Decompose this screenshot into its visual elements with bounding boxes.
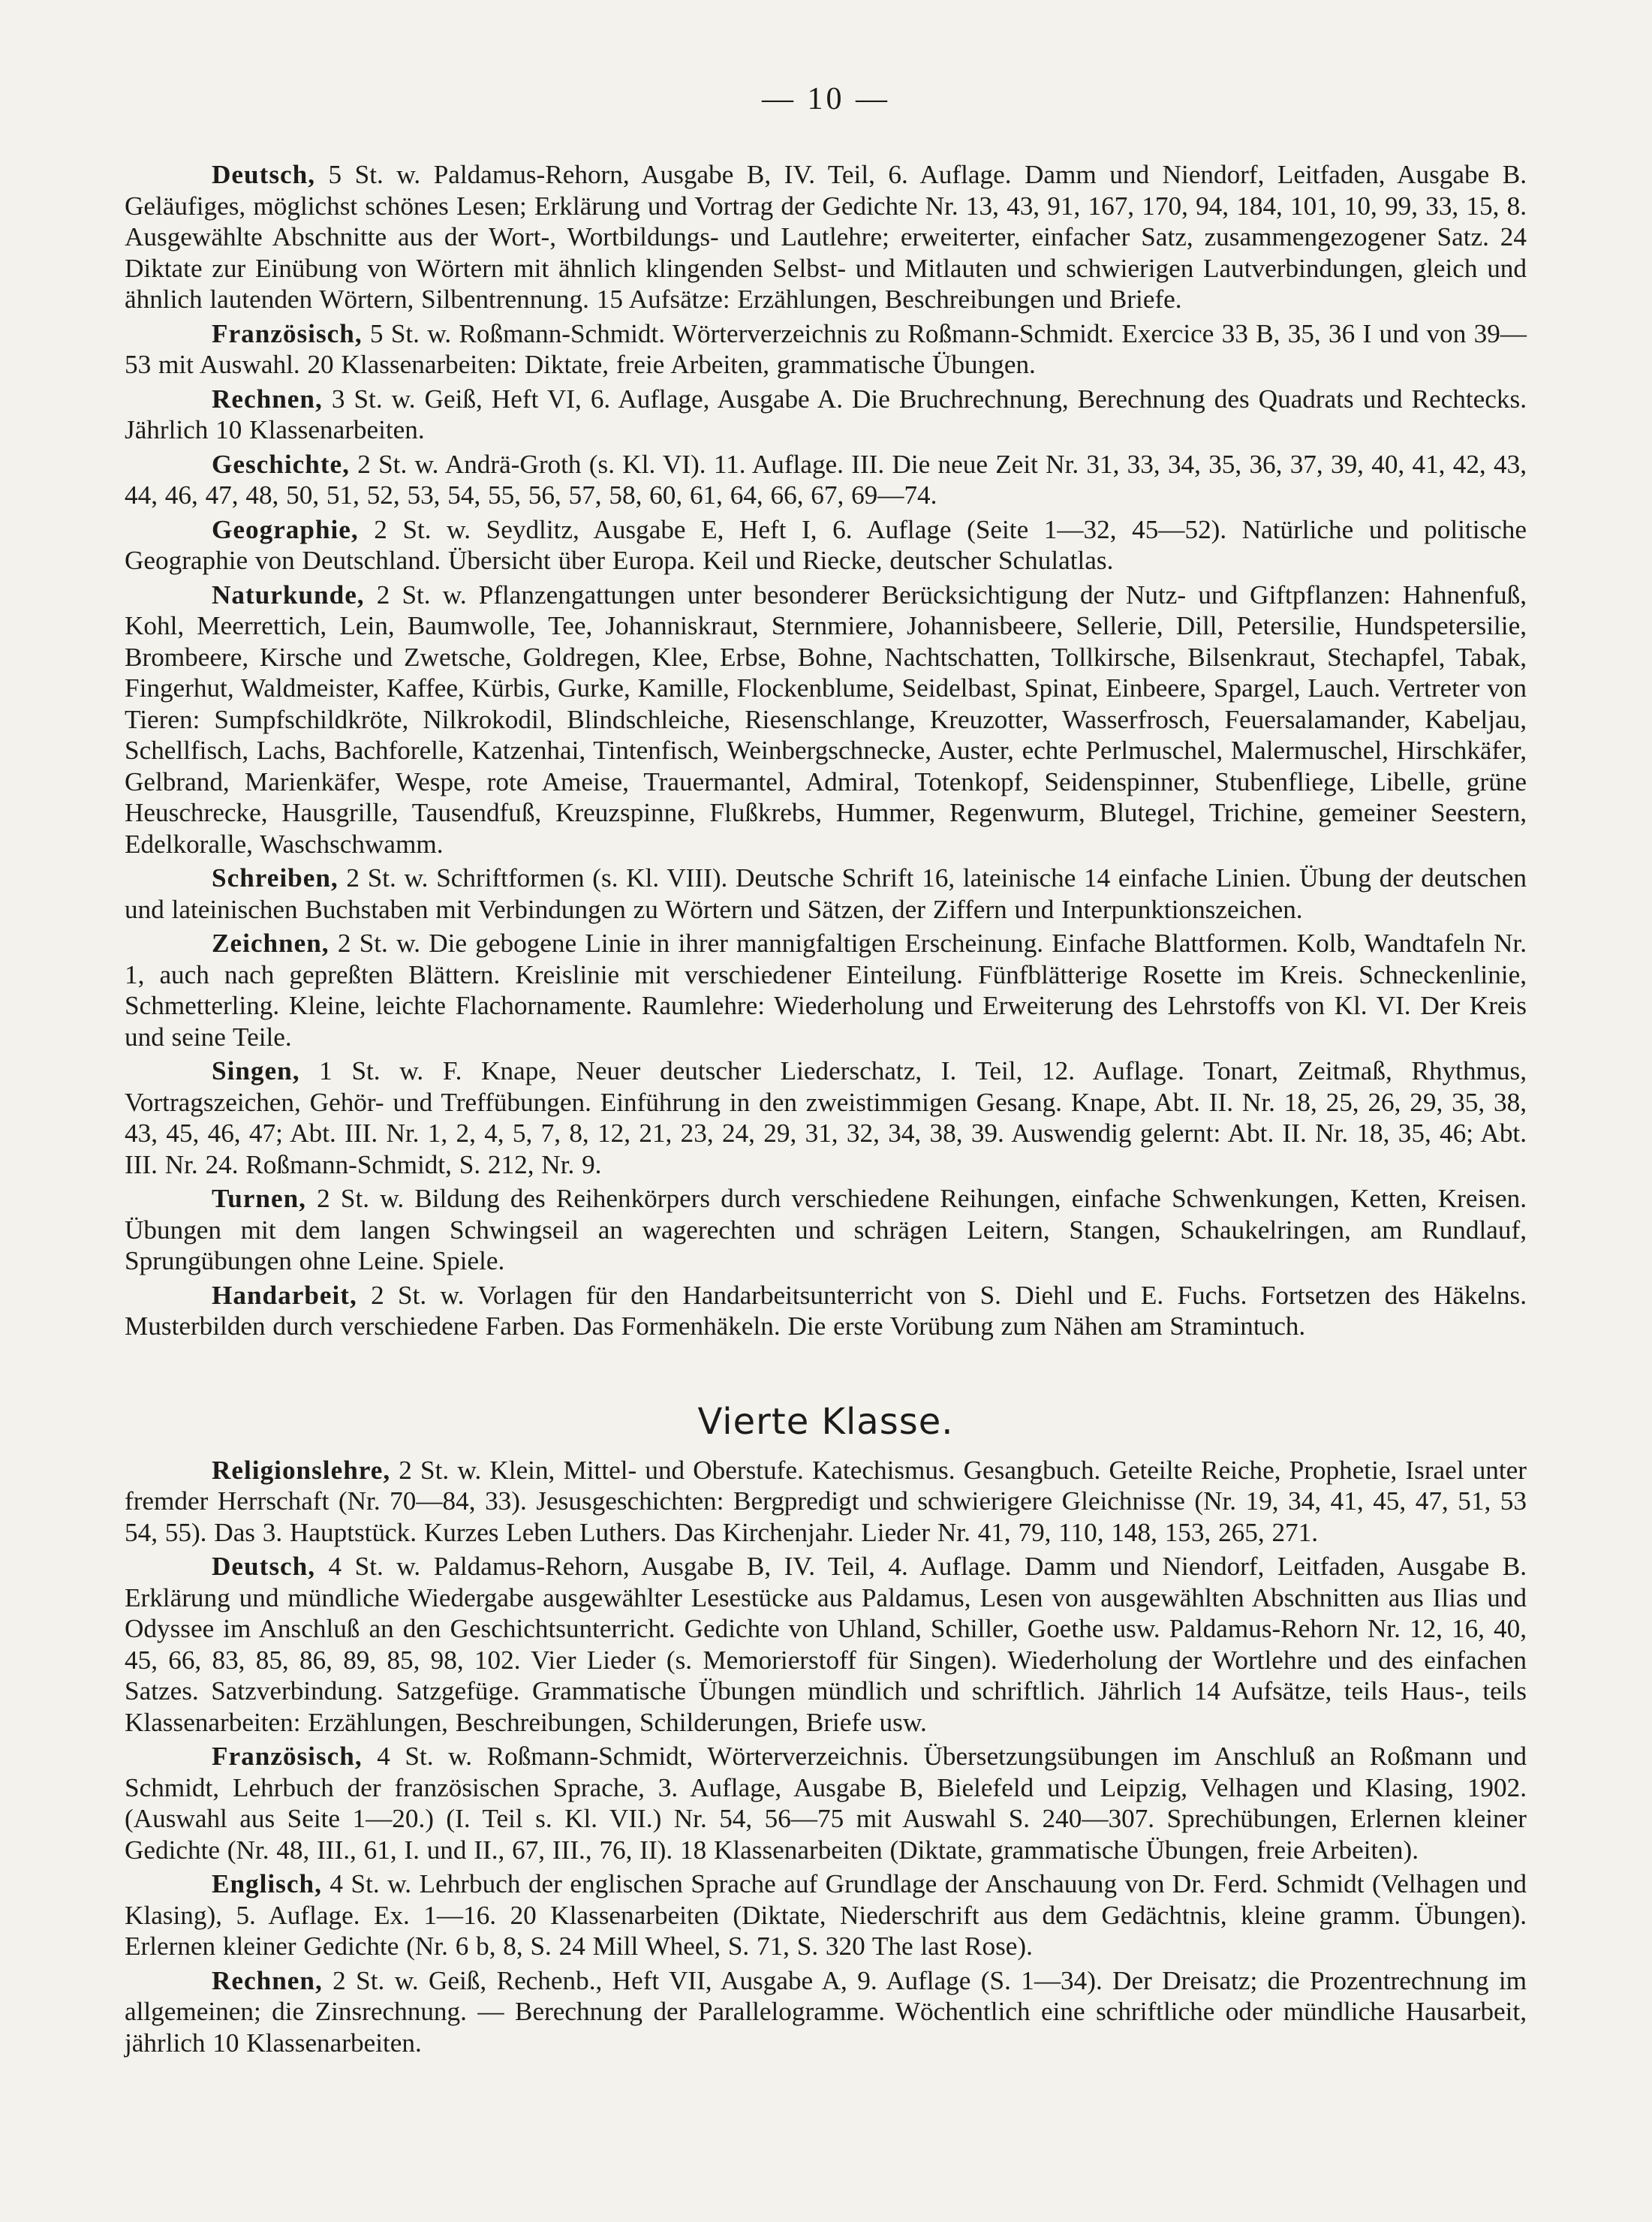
subject-name: Religionslehre, [212,1455,391,1485]
page-number: — 10 — [762,82,890,116]
subject-name: Naturkunde, [212,580,365,610]
paragraph-singen [125,1055,1527,1180]
subject-text: 2 St. w. Andrä-Groth (s. Kl. VI). 11. Auflage. III. Die neue Zeit Nr. 31, 33, 34, 35, 36, 37, 39, 40, 41, 42, 43, 44, 46, 47, 48, 50, 51, 52, 53, 54, 55, 56, 57, 58, 60, 61, 64, 66, 67, 69—74. [125,449,1527,510]
subject-text: 2 St. w. Klein, Mittel- und Oberstufe. Katechismus. Gesangbuch. Geteilte Reiche, Prophetie, Israel unter fremder Herrschaft (Nr. 70—84, 33). Jesusgeschichten: Bergpredigt und schwierigere Gleichnisse (Nr. 19, 34, 41, 45, 47, 51, 53 54, 55). Das 3. Hauptstück. Kurzes Leben Luthers. Das Kirchenjahr. Lieder Nr. 41, 79, 110, 148, 153, 265, 271. [125,1455,1527,1547]
section-heading: Vierte Klasse. [697,1400,954,1443]
subject-text: 2 St. w. Seydlitz, Ausgabe E, Heft I, 6. Auflage (Seite 1—32, 45—52). Natürliche und politische Geographie von Deutschland. Übersicht über Europa. Keil und Riecke, deutscher Schulatlas. [125,514,1527,575]
subject-name: Englisch, [212,1869,322,1898]
subject-text: 4 St. w. Lehrbuch der englischen Sprache auf Grundlage der Anschauung von Dr. Ferd. Schmidt (Velhagen und Klasing), 5. Auflage. Ex. 1—16. 20 Klassenarbeiten (Diktate, Niederschrift aus dem Gedächtnis, kleine gramm. Übungen). Erlernen kleiner Gedichte (Nr. 6 b, 8, S. 24 Mill Wheel, S. 71, S. 320 The last Rose). [125,1869,1527,1961]
subject-name: Turnen, [212,1184,306,1213]
subject-name: Handarbeit, [212,1280,357,1310]
subject-name: Geschichte, [212,449,350,479]
subject-text: 4 St. w. Roßmann-Schmidt, Wörterverzeichnis. Übersetzungsübungen im Anschluß an Roßmann und Schmidt, Lehrbuch der französischen Sprache, 3. Auflage, Ausgabe B, Bielefeld und Leipzig, Velhagen und Klasing, 1902. (Auswahl aus Seite 1—20.) (I. Teil s. Kl. VII.) Nr. 54, 56—75 mit Auswahl S. 240—307. Sprechübungen, Erlernen kleiner Gedichte (Nr. 48, III., 61, I. und II., 67, III., 76, II). 18 Klassenarbeiten (Diktate, grammatische Übungen, freie Arbeiten). [125,1742,1527,1865]
section-vierte-klasse [125,1401,1527,2059]
subject-text: 2 St. w. Vorlagen für den Handarbeitsunterricht von S. Diehl und E. Fuchs. Fortsetzen des Häkelns. Musterbilden durch verschiedene Farben. Das Formenhäkeln. Die erste Vorübung zum Nähen am Stramintuch. [125,1280,1527,1341]
subject-text: 2 St. w. Schriftformen (s. Kl. VIII). Deutsche Schrift 16, lateinische 14 einfache Linien. Übung der deutschen und lateinischen Buchstaben mit Verbindungen zu Wörtern und Sätzen, der Ziffern und Interpunktionszeichen. [125,863,1527,924]
subject-text: 3 St. w. Geiß, Heft VI, 6. Auflage, Ausgabe A. Die Bruchrechnung, Berechnung des Quadrats und Rechtecks. Jährlich 10 Klassenarbeiten. [125,384,1527,444]
subject-text: 2 St. w. Pflanzengattungen unter besonderer Berücksichtigung der Nutz- und Giftpflanzen: Hahnenfuß, Kohl, Meerrettich, Lein, Baumwolle, Tee, Johanniskraut, Sternmiere, Johannisbeere, Sellerie, Dill, Petersilie, Hundspetersilie, Brombeere, Kirsche und Zwetsche, Goldregen, Klee, Erbse, Bohne, Nachtschatten, Tollkirsche, Bilsenkraut, Stechapfel, Tabak, Fingerhut, Waldmeister, Kaffee, Kürbis, Gurke, Kamille, Flockenblume, Seidelbast, Spinat, Einbeere, Spargel, Lauch. Vertreter von Tieren: Sumpfschildkröte, Nilkrokodil, Blindschleiche, Riesenschlange, Kreuzotter, Wasserfrosch, Feuersalamander, Kabeljau, Schellfisch, Lachs, Bachforelle, Katzenhai, Tintenfisch, Weinbergschnecke, Auster, echte Perlmuschel, Malermuschel, Hirschkäfer, Gelbrand, Marienkäfer, Wespe, rote Ameise, Trauermantel, Admiral, Totenkopf, Seidenspinner, Stubenfliege, Libelle, grüne Heuschrecke, Hausgrille, Tausendfuß, Kreuzspinne, Flußkrebs, Hummer, Regenwurm, Blutegel, Trichine, gemeiner Seestern, Edelkoralle, Waschschwamm. [125,580,1527,859]
subject-name: Geographie, [212,514,359,544]
paragraph-handarbeit [125,1280,1527,1342]
paragraph-franzoesisch [125,1741,1527,1865]
subject-name: Deutsch, [212,1552,315,1581]
subject-name: Rechnen, [212,384,323,414]
subject-text: 2 St. w. Die gebogene Linie in ihrer mannigfaltigen Erscheinung. Einfache Blattformen. Kolb, Wandtafeln Nr. 1, auch nach gepreßten Blättern. Kreislinie mit verschiedener Einteilung. Fünfblätterige Rosette im Kreis. Schneckenlinie, Schmetterling. Kleine, leichte Flachornamente. Raumlehre: Wiederholung und Erweiterung des Lehrstoffs von Kl. VI. Der Kreis und seine Teile. [125,929,1527,1052]
subject-name: Deutsch, [212,160,315,189]
subject-name: Französisch, [212,318,363,348]
paragraph-zeichnen [125,928,1527,1052]
section-previous-class [125,159,1527,1342]
paragraph-geographie [125,514,1527,577]
paragraph-naturkunde [125,580,1527,860]
subject-name: Zeichnen, [212,929,329,958]
page-content [125,159,1527,2061]
paragraph-franzoesisch [125,318,1527,381]
subject-text: 5 St. w. Paldamus-Rehorn, Ausgabe B, IV. Teil, 6. Auflage. Damm und Niendorf, Leitfaden, Ausgabe B. Geläufiges, möglichst schönes Lesen; Erklärung und Vortrag der Gedichte Nr. 13, 43, 91, 167, 170, 94, 184, 101, 10, 99, 33, 15, 8. Ausgewählte Abschnitte aus der Wort-, Wortbildungs- und Lautlehre; erweiterter, einfacher Satz, zusammengezogener Satz. 24 Diktate zur Einübung von Wörtern mit ähnlich klingenden Selbst- und Mitlauten und schwierigen Lautverbindungen, gleich und ähnlich lautenden Wörtern, Silbentrennung. 15 Aufsätze: Erzählungen, Beschreibungen und Briefe. [125,160,1527,314]
paragraph-turnen [125,1183,1527,1277]
subject-text: 4 St. w. Paldamus-Rehorn, Ausgabe B, IV. Teil, 4. Auflage. Damm und Niendorf, Leitfaden, Ausgabe B. Erklärung und mündliche Wiedergabe ausgewählter Lesestücke aus Paldamus, Lesen von ausgewählten Abschnitten aus Ilias und Odyssee im Anschluß an den Geschichtsunterricht. Gedichte von Uhland, Schiller, Goethe usw. Paldamus-Rehorn Nr. 12, 16, 40, 45, 66, 83, 85, 86, 89, 85, 98, 102. Vier Lieder (s. Memorierstoff für Singen). Wiederholung der Wortlehre und des einfachen Satzes. Satzverbindung. Satzgefüge. Grammatische Übungen mündlich und schriftlich. Jährlich 14 Aufsätze, teils Haus-, teils Klassenarbeiten: Erzählungen, Beschreibungen, Schilderungen, Briefe usw. [125,1552,1527,1737]
subject-name: Singen, [212,1056,300,1085]
paragraph-deutsch [125,1551,1527,1738]
subject-text: 2 St. w. Bildung des Reihenkörpers durch verschiedene Reihungen, einfache Schwenkungen, Ketten, Kreisen. Übungen mit dem langen Schwingseil an wagerechten und schrägen Leitern, Stangen, Schaukelringen, am Rundlauf, Sprungübungen ohne Leine. Spiele. [125,1184,1527,1275]
subject-text: 1 St. w. F. Knape, Neuer deutscher Liederschatz, I. Teil, 12. Auflage. Tonart, Zeitmaß, Rhythmus, Vortragszeichen, Gehör- und Treffübungen. Einführung in den zweistimmigen Gesang. Knape, Abt. II. Nr. 18, 25, 26, 29, 35, 38, 43, 45, 46, 47; Abt. III. Nr. 1, 2, 4, 5, 7, 8, 12, 21, 23, 24, 29, 31, 32, 34, 38, 39. Auswendig gelernt: Abt. II. Nr. 18, 35, 46; Abt. III. Nr. 24. Roßmann-Schmidt, S. 212, Nr. 9. [125,1056,1527,1179]
paragraph-rechnen [125,1965,1527,2059]
subject-name: Französisch, [212,1742,363,1771]
paragraph-deutsch [125,159,1527,315]
paragraph-geschichte [125,449,1527,511]
paragraph-rechnen [125,384,1527,446]
paragraph-englisch [125,1868,1527,1962]
subject-name: Rechnen, [212,1965,323,1995]
subject-text: 2 St. w. Geiß, Rechenb., Heft VII, Ausgabe A, 9. Auflage (S. 1—34). Der Dreisatz; die Prozentrechnung im allgemeinen; die Zinsrechnung. — Berechnung der Parallelogramme. Wöchentlich eine schriftliche oder mündliche Hausarbeit, jährlich 10 Klassenarbeiten. [125,1965,1527,2058]
subject-text: 5 St. w. Roßmann-Schmidt. Wörterverzeichnis zu Roßmann-Schmidt. Exercice 33 B, 35, 36 I und von 39—53 mit Auswahl. 20 Klassenarbeiten: Diktate, freie Arbeiten, grammatische Übungen. [125,318,1527,379]
paragraph-religionslehre [125,1455,1527,1549]
subject-name: Schreiben, [212,863,339,893]
paragraph-schreiben [125,863,1527,925]
